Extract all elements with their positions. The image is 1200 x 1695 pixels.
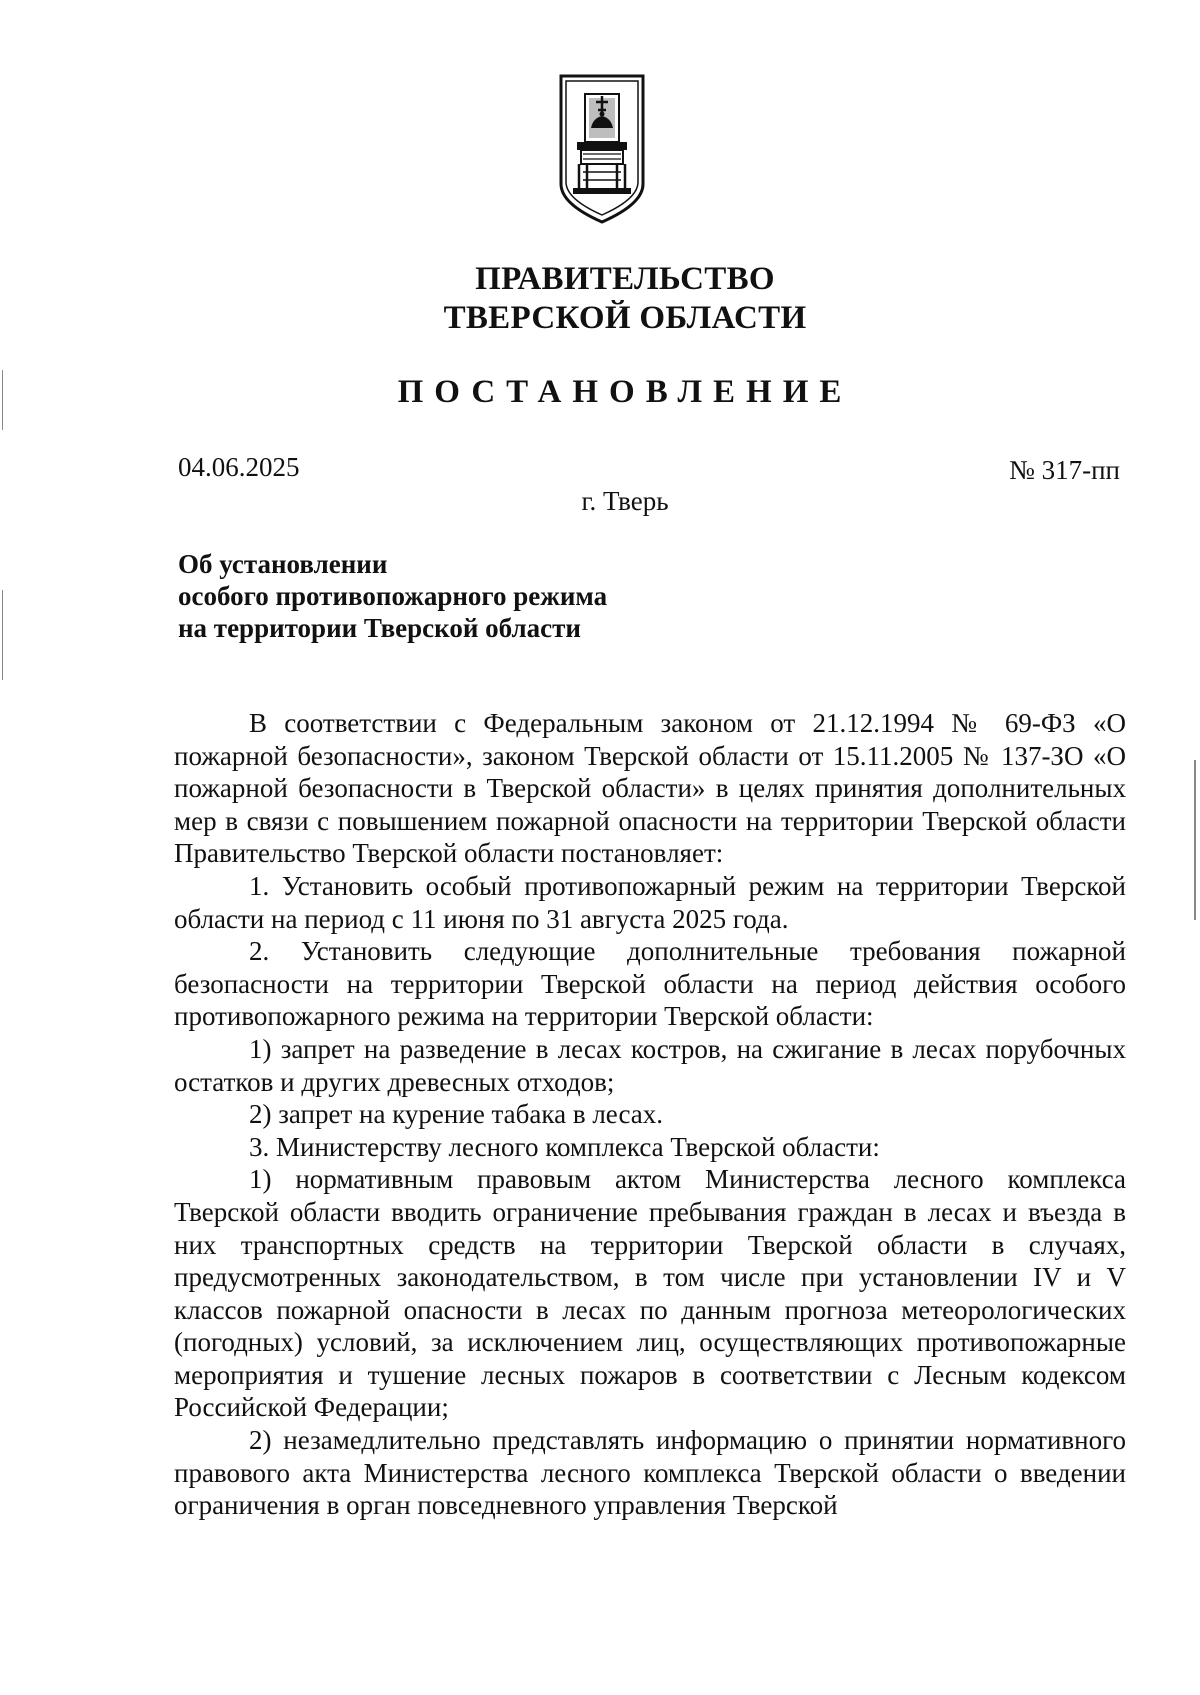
coat-of-arms-icon xyxy=(557,72,647,224)
document-city: г. Тверь xyxy=(581,486,669,516)
paragraph-item-3-1: 1) нормативным правовым актом Министерства лесного комплекса Тверской области вводить ограничение пребывания граждан в лесах и въезда в них транспортных средств на территории Тверской области в случаях, предусмотренных законодательством, в том числе при установлении IV и V классов пожарной опасности в лесах по данным прогноза метеорологических (погодных) условий, за исключением лиц, осуществляющих противопожарные мероприятия и тушение лесных пожаров в соответствии с Лесным кодексом Российской Федерации; xyxy=(174,1164,1126,1423)
org-title-line1: ПРАВИТЕЛЬСТВО xyxy=(475,261,775,297)
scan-edge-mark xyxy=(2,370,3,430)
paragraph-item-1: 1. Установить особый противопожарный режим на территории Тверской области на период с 11 июня по 31 августа 2025 года. xyxy=(174,870,1126,934)
subject-line: Об установлении xyxy=(178,549,388,579)
scan-edge-mark xyxy=(2,590,3,680)
paragraph-item-3: 3. Министерству лесного комплекса Тверской области: xyxy=(249,1131,880,1162)
document-number: № 317-пп xyxy=(1009,455,1120,485)
subject-line: на территории Тверской области xyxy=(178,613,581,643)
document-subject xyxy=(178,548,607,644)
paragraph-item-2-1: 1) запрет на разведение в лесах костров, на сжигание в лесах порубочных остатков и других древесных отходов; xyxy=(174,1033,1126,1097)
paragraph-preamble: В соответствии с Федеральным законом от 21.12.1994 № 69-ФЗ «О пожарной безопасности», законом Тверской области от 15.11.2005 № 137-ЗО «О пожарной безопасности в Тверской области» в целях принятия дополнительных мер в связи с повышением пожарной опасности на территории Тверской области Правительство Тверской области постановляет: xyxy=(174,708,1126,869)
document-body xyxy=(174,707,1126,1522)
paragraph-item-3-2: 2) незамедлительно представлять информацию о принятии нормативного правового акта Министерства лесного комплекса Тверской области о введении ограничения в орган повседневного управления Тверской xyxy=(174,1425,1126,1521)
scan-edge-mark xyxy=(1194,760,1196,920)
document-date: 04.06.2025 xyxy=(178,452,300,482)
org-title-line2: ТВЕРСКОЙ ОБЛАСТИ xyxy=(443,300,807,336)
document-type: ПОСТАНОВЛЕНИЕ xyxy=(397,374,853,410)
paragraph-item-2: 2. Установить следующие дополнительные требования пожарной безопасности на территории Тверской области на период действия особого противопожарного режима на территории Тверской области: xyxy=(174,936,1126,1032)
subject-line: особого противопожарного режима xyxy=(178,581,608,611)
paragraph-item-2-2: 2) запрет на курение табака в лесах. xyxy=(249,1099,664,1130)
